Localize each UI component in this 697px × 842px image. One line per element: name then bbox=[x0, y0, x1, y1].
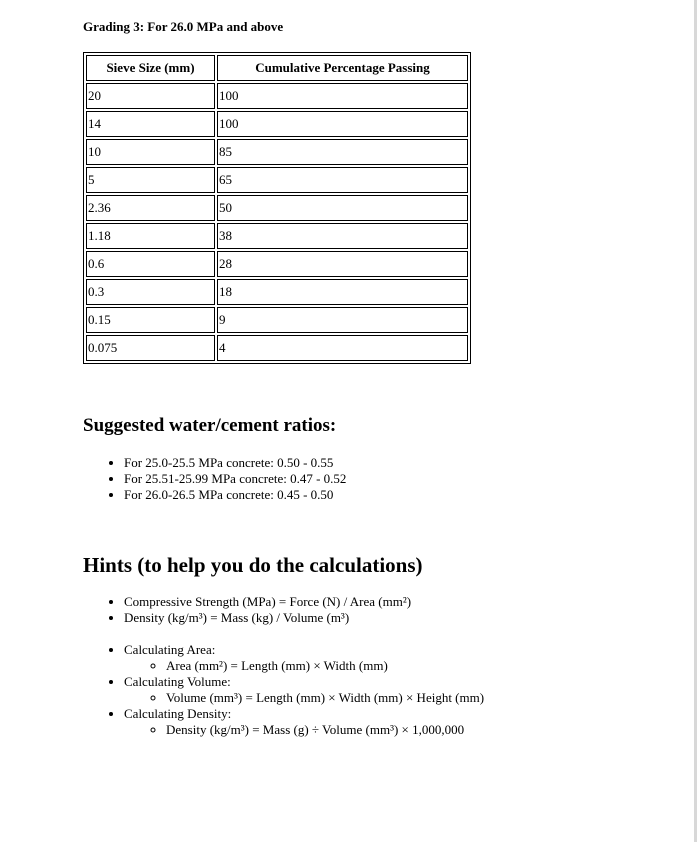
grading-title: Grading 3: For 26.0 MPa and above bbox=[83, 19, 284, 34]
sub-list-item: ◦ Volume (mm³) = Length (mm) × Width (mm) × Height (mm) bbox=[166, 690, 697, 706]
sieve-size-cell: 0.075 bbox=[86, 335, 215, 361]
sub-list bbox=[124, 722, 697, 738]
table-row bbox=[86, 195, 468, 221]
sieve-size-cell: 0.3 bbox=[86, 279, 215, 305]
table-header-row bbox=[86, 55, 468, 81]
table-row bbox=[86, 335, 468, 361]
passing-cell: 65 bbox=[217, 167, 468, 193]
sieve-size-cell: 10 bbox=[86, 139, 215, 165]
sieve-size-cell: 0.6 bbox=[86, 251, 215, 277]
table-row bbox=[86, 223, 468, 249]
table-row bbox=[86, 167, 468, 193]
sub-list bbox=[124, 690, 697, 706]
list-item: • Density (kg/m³) = Mass (kg) / Volume (m³) bbox=[124, 610, 684, 626]
calculation-label: Calculating Volume: bbox=[124, 674, 231, 689]
list-item bbox=[124, 706, 697, 738]
list-item: • Compressive Strength (MPa) = Force (N) / Area (mm²) bbox=[124, 594, 684, 610]
passing-cell: 38 bbox=[217, 223, 468, 249]
sieve-size-cell: 20 bbox=[86, 83, 215, 109]
passing-cell: 18 bbox=[217, 279, 468, 305]
list-item: • For 25.0-25.5 MPa concrete: 0.50 - 0.55 bbox=[124, 455, 684, 471]
calculation-label: Calculating Area: bbox=[124, 642, 216, 657]
formula-list bbox=[83, 594, 684, 626]
hints-heading: Hints (to help you do the calculations) bbox=[83, 553, 423, 577]
table-row bbox=[86, 251, 468, 277]
sub-list-item: ◦ Density (kg/m³) = Mass (g) ÷ Volume (mm³) × 1,000,000 bbox=[166, 722, 697, 738]
passing-cell: 100 bbox=[217, 111, 468, 137]
sub-list bbox=[124, 658, 697, 674]
header-sieve-size: Sieve Size (mm) bbox=[86, 55, 215, 81]
table-row bbox=[86, 139, 468, 165]
list-item: • For 26.0-26.5 MPa concrete: 0.45 - 0.50 bbox=[124, 487, 684, 503]
sieve-size-cell: 0.15 bbox=[86, 307, 215, 333]
list-item bbox=[124, 642, 697, 674]
sieve-size-cell: 14 bbox=[86, 111, 215, 137]
sieve-size-cell: 1.18 bbox=[86, 223, 215, 249]
sieve-grading-table bbox=[83, 52, 471, 364]
passing-cell: 4 bbox=[217, 335, 468, 361]
list-item bbox=[124, 674, 697, 706]
sub-list-item: ◦ Area (mm²) = Length (mm) × Width (mm) bbox=[166, 658, 697, 674]
table-row bbox=[86, 307, 468, 333]
sieve-size-cell: 5 bbox=[86, 167, 215, 193]
water-cement-list bbox=[83, 455, 684, 503]
passing-cell: 28 bbox=[217, 251, 468, 277]
passing-cell: 100 bbox=[217, 83, 468, 109]
table-row bbox=[86, 83, 468, 109]
calculation-list bbox=[83, 642, 697, 738]
passing-cell: 85 bbox=[217, 139, 468, 165]
table-row bbox=[86, 111, 468, 137]
sieve-size-cell: 2.36 bbox=[86, 195, 215, 221]
passing-cell: 9 bbox=[217, 307, 468, 333]
header-cumulative-passing: Cumulative Percentage Passing bbox=[217, 55, 468, 81]
list-item: • For 25.51-25.99 MPa concrete: 0.47 - 0.52 bbox=[124, 471, 684, 487]
table-row bbox=[86, 279, 468, 305]
water-cement-heading: Suggested water/cement ratios: bbox=[83, 415, 337, 436]
passing-cell: 50 bbox=[217, 195, 468, 221]
calculation-label: Calculating Density: bbox=[124, 706, 232, 721]
